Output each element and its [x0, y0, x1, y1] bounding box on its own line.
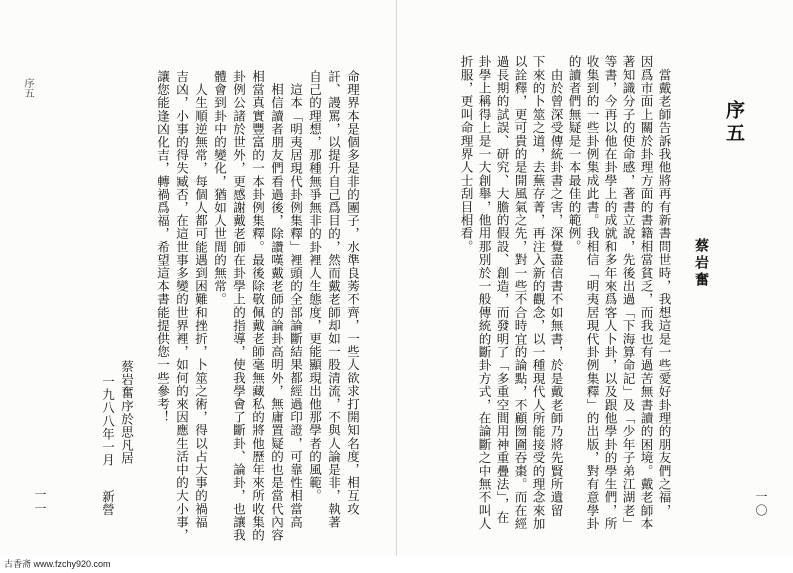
text-column: 過長期的試誤、研究、大膽的假設、創造，而發明了「多重空間用神重疊法」，在 — [494, 55, 510, 524]
text-column: 相信讀者朋友們看過後，除讚嘆戴老師的論卦高明外，無庸置疑的也是當代內容 — [269, 70, 285, 542]
text-column: 等書，今再以他在卦學上的成就和多年來爲客人卜卦，以及跟他學卦的學生們，所 — [602, 55, 618, 531]
text-column: 訐、謾罵，以提升自己爲目的，然而戴老師却如一股清流，不與人論是非，執著 — [326, 70, 342, 529]
page-number: 一一 — [33, 488, 47, 516]
text-column: 體會到卦中的變化，猶如人世間的無常。 — [212, 70, 228, 306]
text-column: 卦學上稱得上是一大創舉，他用那別於一般傳統的斷卦方式，在論斷之中無不叫人 — [476, 55, 492, 531]
signature-line: 蔡岩奮序於思凡居 — [119, 360, 135, 465]
text-column: 著知識分子的使命感，著書立說，先後出過「下海算命記」及「少年子弟江湖老」 — [620, 55, 636, 531]
text-column: 由於曾深受傳統卦書之害，深覺盡信書不如無書，於是戴老師乃將先賢所遺留 — [548, 55, 564, 517]
text-column: 這本「明夷居現代卦例集釋」裡頭的全部論斷結果都經過印證，可靠性相當高 — [288, 70, 304, 529]
text-column: 下來的卜筮之道，去蕪存菁，再注入新的觀念，以一種現代人所能接受的理念來加 — [530, 55, 546, 531]
text-column: 以詮釋，更可貴的是開風氣之先，對一些不合時宜的論點，不顧囫圇吞棗。而在經 — [512, 55, 528, 531]
page-number: 一〇 — [754, 490, 768, 518]
text-column: 人生順逆無常，每個人都可能遇到困難和挫折，卜筮之術，得以占大事的禍福 — [193, 70, 209, 529]
text-column: 收集到的一些卦例集成此書。我相信「明夷居現代卦例集釋」的出版，對有意學卦 — [584, 55, 600, 531]
right-page — [397, 0, 793, 556]
running-header: 序五 — [22, 78, 33, 98]
signature-place: 新營 — [100, 490, 116, 517]
text-column: 的讀者們無疑是一本最佳的範例。 — [566, 55, 582, 253]
text-column: 相當真實豐富的一本卦例集釋。最後除敬佩戴老師毫無藏私的將他歷年來所收集的 — [250, 70, 266, 542]
text-column: 讓您能逢凶化吉，轉禍爲福，希望這本書能提供您一些參考！ — [155, 70, 171, 424]
text-column: 命理界本是個多是非的團子，水準良莠不齊，一些人欲求打開知名度，相互攻 — [345, 70, 361, 516]
section-title: 序五 — [723, 100, 745, 146]
text-column: 折服，更叫命理界人士刮目相看。 — [458, 55, 474, 253]
site-footer — [0, 556, 793, 573]
text-column: 卦例公諸於世外，更感謝戴老師在卦學上的指導，使我學會了斷卦、論卦，也讓我 — [231, 70, 247, 542]
left-page — [0, 0, 397, 556]
site-watermark: 古香斋 www.fzchy920.com — [4, 559, 111, 569]
author-name: 蔡岩奮 — [693, 238, 709, 289]
text-column: 當戴老師告訴我他將再有新書問世時，我想這是一些愛好卦理的朋友們之福， — [656, 55, 672, 517]
text-column: 自己的理想，那種無爭無非的卦裡人生態度，更能顯現出他那學者的風範。 — [307, 70, 323, 503]
text-column: 吉凶，小事的得失臧否，在這世事多變的世界裡，如何的來因應生活中的大小事， — [174, 70, 190, 542]
signature-date: 一九八八年一月 — [100, 375, 116, 467]
text-column: 因爲市面上關於卦理方面的書籍相當貧乏，而我也有過苦無書讀的困境。戴老師本 — [638, 55, 654, 531]
